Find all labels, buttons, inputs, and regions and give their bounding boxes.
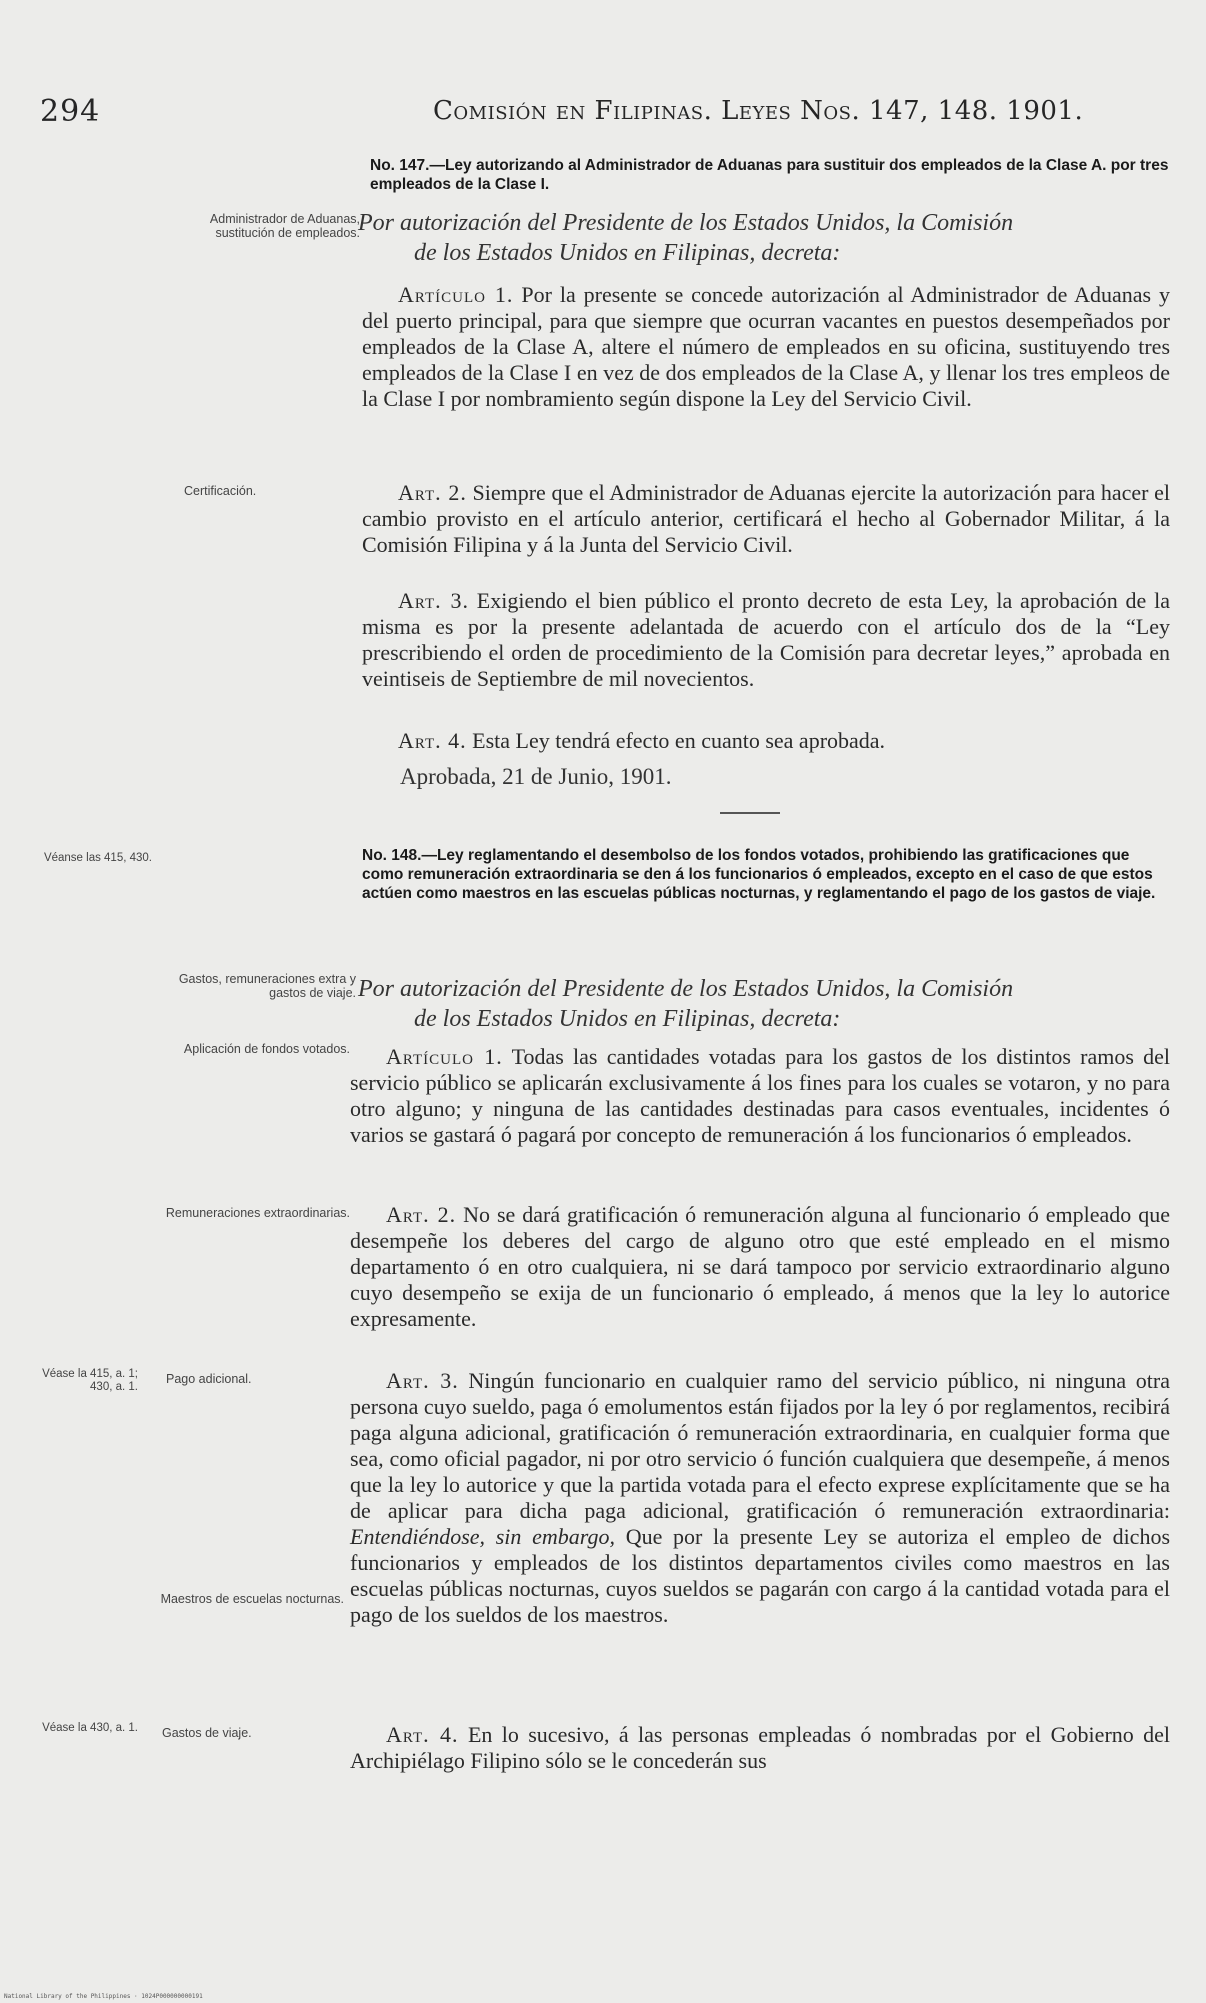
law-147-art-4 [362, 728, 1170, 754]
art-label: Art. 2. [398, 480, 467, 505]
art-text: Exigiendo el bien público el pronto decreto de esta Ley, la aprobación de la misma es por la presente adelantada de acuerdo con el artículo dos de la “Ley prescribiendo el orden de procedimiento de la Comisión para decretar leyes,” aprobada en veintiseis de Septiembre de mil novecientos. [362, 588, 1171, 691]
margin-note-aplicacion: Aplicación de fondos votados. [183, 1042, 350, 1056]
margin-note-certificacion: Certificación. [184, 484, 257, 498]
art-label: Art. 3. [398, 588, 469, 613]
xref-vease-415-430: Véase la 415, a. 1; 430, a. 1. [42, 1368, 138, 1393]
law-147-title-text: —Ley autorizando al Administrador de Aduanas para sustituir dos empleados de la Clase A. por tres empleados de la Clase I. [370, 157, 1169, 193]
art-text: No se dará gratificación ó remuneración alguna al funcionario ó empleado que desempeñe los deberes del cargo de alguno otro que esté empleado en el mismo departamento ó en otro cualquiera, ni se dará tampoco por servicio extraordinario alguno cuyo desempeño se exija de un funcionario ó empleado, á menos que la ley lo autorice expresamente. [350, 1202, 1171, 1331]
art-label: Art. 2. [386, 1202, 457, 1227]
law-147-number: No. 147. [370, 157, 430, 174]
law-148-title [362, 846, 1172, 903]
law-147-title [370, 156, 1170, 194]
law-147-art-3 [362, 588, 1170, 692]
art-label: Art. 4. [386, 1722, 459, 1747]
law-148-title-text: —Ley reglamentando el desembolso de los fondos votados, prohibiendo las gratificaciones que como remuneración extraordinaria se den á los funcionarios ó empleados, excepto en el caso de que estos actúen como maestros en las escuelas públicas nocturnas, y reglamentando el pago de los gastos de viaje. [362, 847, 1156, 902]
art-text: Todas las cantidades votadas para los gastos de los distintos ramos del servicio público se aplicarán exclusivamente á los fines para los cuales se votaron, y no para otro alguno; y ninguna de las cantidades destinadas para casos eventuales, incidentes ó varios se gastará ó pagará por concepto de remuneración á los funcionarios ó empleados. [350, 1044, 1170, 1147]
page-number: 294 [40, 94, 101, 129]
running-title: Comisión en Filipinas. Leyes Nos. 147, 148. 1901. [433, 96, 1084, 126]
margin-note-administrador: Administrador de Aduanas, sustitución de empleados. [209, 212, 360, 240]
law-148-preamble-line2: de los Estados Unidos en Filipinas, decreta: [414, 1006, 841, 1032]
law-147-approved: Aprobada, 21 de Junio, 1901. [400, 764, 672, 789]
margin-note-maestros: Maestros de escuelas nocturnas. [160, 1592, 344, 1606]
art-text-b: Que por la presente Ley se autoriza el empleo de dichos funcionarios y empleados de los distintos departamentos civiles como maestros en las escuelas públicas nocturnas, cuyos sueldos se pagarán con cargo á la cantidad votada para el pago de los sueldos de los maestros. [350, 1524, 1171, 1627]
law-148-art-4 [350, 1722, 1170, 1774]
law-147-preamble-line2: de los Estados Unidos en Filipinas, decreta: [414, 240, 841, 266]
law-148-number: No. 148. [362, 847, 422, 864]
art-label: Art. 3. [386, 1368, 459, 1393]
margin-note-pago-adicional: Pago adicional. [166, 1372, 252, 1386]
art-label: Art. 4. [398, 728, 467, 753]
art-text: Siempre que el Administrador de Aduanas ejercite la autorización para hacer el cambio provisto en el artículo anterior, certificará el hecho al Gobernador Militar, á la Comisión Filipina y á la Junta del Servicio Civil. [362, 480, 1171, 557]
law-147-art-1 [362, 282, 1170, 412]
margin-note-gastos: Gastos, remuneraciones extra y gastos de viaje. [178, 972, 356, 1000]
art-proviso: Entendiéndose, sin embargo, [350, 1524, 615, 1549]
section-divider [720, 812, 780, 814]
margin-note-remuneraciones: Remuneraciones extraordinarias. [165, 1206, 350, 1220]
xref-veanse-415-430: Véanse las 415, 430. [43, 852, 152, 864]
law-148-preamble [358, 974, 1173, 1034]
law-148-art-2 [350, 1202, 1170, 1332]
law-148-art-1 [350, 1044, 1170, 1148]
law-148-preamble-line1: Por autorización del Presidente de los Estados Unidos, la Comisión [358, 976, 1014, 1002]
art-label: Artículo 1. [398, 282, 514, 307]
scan-footer: National Library of the Philippines · 1024P000000000191 [4, 1993, 203, 2000]
law-148-art-3 [350, 1368, 1170, 1628]
margin-note-gastos-viaje: Gastos de viaje. [162, 1726, 252, 1740]
art-label: Artículo 1. [386, 1044, 503, 1069]
art-text-a: Ningún funcionario en cualquier ramo del servicio público, ni ninguna otra persona cuyo sueldo, paga ó emolumentos están fijados por la ley ó por reglamentos, recibirá paga alguna adicional, gratificación ó remuneración extraordinaria, en cualquier forma que sea, como oficial pagador, ni por otro servicio ó función cualquiera que desempeñe, á menos que la ley lo autorice y que la partida votada para el efecto exprese explícitamente que se ha de aplicar para dicha paga adicional, gratificación ó remuneración extraordinaria: [350, 1368, 1171, 1523]
xref-vease-430: Véase la 430, a. 1. [42, 1722, 138, 1734]
law-147-preamble [358, 208, 1173, 268]
art-text: En lo sucesivo, á las personas empleadas ó nombradas por el Gobierno del Archipiélago Filipino sólo se le concederán sus [350, 1722, 1171, 1773]
art-text: Por la presente se concede autorización al Administrador de Aduanas y del puerto principal, para que siempre que ocurran vacantes en puestos desempeñados por empleados de la Clase A, altere el número de empleados en su oficina, sustituyendo tres empleados de la Clase I en vez de dos empleados de la Clase A, y llenar los tres empleos de la Clase I por nombramiento según dispone la Ley del Servicio Civil. [362, 282, 1171, 411]
law-147-art-2 [362, 480, 1170, 558]
law-147-preamble-line1: Por autorización del Presidente de los Estados Unidos, la Comisión [358, 210, 1014, 236]
art-text: Esta Ley tendrá efecto en cuanto sea aprobada. [472, 728, 886, 753]
